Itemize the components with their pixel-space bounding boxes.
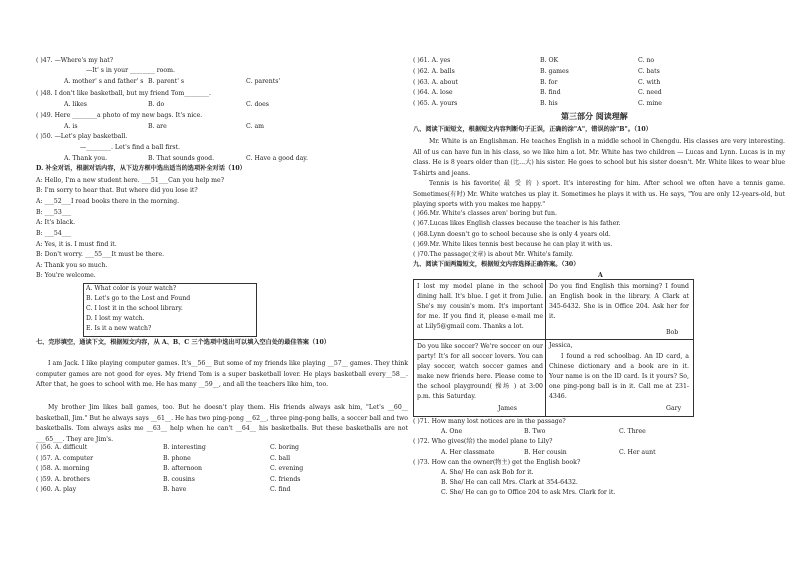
option: A. is: [64, 123, 78, 130]
reading-paragraph-1: Mr. White is an Englishman. He teaches English in a middle school in Chengdu. His classes are very interesting. All of us can have fun in his class, so we like him a lot. Mr. White has two children — Lucas and Lynn. Lucas is in my class. He is 8 years older than (比...大) his sister. He goes to school but his sister doesn't. Mr. White likes to wear blue T-shirts and jeans.: [413, 138, 785, 177]
box-option: E. Is it a new watch?: [86, 325, 152, 332]
cloze-option: B. afternoon: [163, 465, 202, 472]
section-letter: A: [598, 272, 603, 279]
notice-found-book: Do you find English this morning? I found an English book in the library. A Clark at 345-6432. She is in Office 204. Ask her for it.: [549, 283, 689, 320]
option: B. Her cousin: [524, 449, 567, 456]
section-d-title: D. 补全对话，根据对话内容，从下边方框中选出适当的选项补全对话（10）: [36, 165, 246, 172]
option: A. Thank you.: [64, 155, 108, 162]
question-50: ( )50. —Let's play basketball.: [36, 133, 128, 140]
option: C. parents': [246, 78, 281, 85]
cloze-option: B. have: [163, 486, 187, 493]
cloze-option: C. boring: [270, 444, 300, 451]
option: B. parent' s: [148, 78, 185, 85]
option: C. Her aunt: [619, 449, 656, 456]
cloze-paragraph-2: My brother Jim likes ball games, too. But he doesn't play them. His friends always ask him, "Let's __60__ basketball, Jim." But he always says __61__. He has two ping-pong __62__, three ping-pong balls, a soccer ball and two basketballs. Tom always asks me __63__ help when he can't __64__ his basketballs. But these basketballs are not ___65___. They are Jim's.: [36, 404, 408, 443]
question-72: ( )72. Who gives(给) the model plane to Lily?: [413, 438, 553, 445]
cloze-option: C. evening: [270, 465, 304, 472]
question-48: ( )48. I don't like basketball, but my friend Tom________.: [36, 90, 211, 97]
tf-question: ( )69.Mr. White likes tennis best because he can play it with us.: [413, 241, 613, 248]
dialogue-line: B: Don't worry. ___55___It must be there.: [36, 251, 165, 258]
option: A. Her classmate: [441, 449, 495, 456]
cloze-option: C. need: [638, 89, 662, 96]
cloze-option: B. cousins: [163, 476, 195, 483]
cloze-option: ( )56. A. difficult: [36, 444, 88, 451]
box-option: D. I lost my watch.: [86, 315, 145, 322]
cloze-option: ( )65. A. yours: [413, 100, 458, 107]
question-73: ( )73. How can the owner(物主) get the English book?: [413, 459, 581, 466]
reading-paragraph-2: Tennis is his favorite( 最 受 的 ) sport. It's interesting for him. After school we often have a tennis game. Sometimes(有时) Mr. White watches us play it. Sometimes he plays it with us. He says, "You are only 12-years-old, but playing sports with you makes me happy.": [413, 180, 785, 208]
box-option: A. What color is your watch?: [86, 285, 177, 292]
question-47: ( )47. —Where's my hat?: [36, 57, 114, 64]
option: A. mother' s and father' s: [64, 78, 144, 85]
notice-soccer-party: Do you like soccer? We're soccer on our party! It's for all soccer lovers. You can play soccer, watch soccer games and make new friends here. Please come to the school playground( 操场 ) at 3:00 p.m. this Saturday.: [417, 343, 543, 400]
cloze-option: ( )64. A. lose: [413, 89, 453, 96]
box-option: B. Let's go to the Lost and Found: [86, 295, 191, 302]
dialogue-line: A: Hello, I'm a new student here. ___51___Can you help me?: [36, 177, 225, 184]
cloze-option: C. ball: [270, 455, 291, 462]
question-49: ( )49. Here ________a photo of my new bags. It's nice.: [36, 112, 203, 119]
cloze-option: B. for: [540, 79, 558, 86]
section-9-title: 九、阅读下面两篇短文，根据短文内容选择正确答案。（30）: [413, 261, 580, 268]
cloze-option: C. find: [270, 486, 291, 493]
dialogue-line: A: ___52___I read books there in the morning.: [36, 198, 180, 205]
cloze-option: ( )57. A. computer: [36, 455, 94, 462]
option: B. are: [148, 123, 167, 130]
option: A. likes: [64, 101, 87, 108]
cloze-option: ( )63. A. about: [413, 79, 458, 86]
option: B. That sounds good.: [148, 155, 215, 162]
notice-lost-plane: I lost my model plane in the school dining hall. It's blue. I get it from Julie. She's my cousin's mom. It's important for me. If you find it, please e-mail me at Lily5@gmail com. Thanks a lot.: [417, 283, 543, 330]
options-box: [83, 283, 257, 337]
section-8-title: 八、阅读下面短文，根据短文内容判断句子正误，正确的涂"A"，错误的涂"B"。（10）: [413, 126, 652, 133]
dialogue-line: B: You're welcome.: [36, 272, 96, 279]
cloze-option: ( )59. A. brothers: [36, 476, 90, 483]
cloze-option: ( )60. A. play: [36, 486, 77, 493]
cloze-option: B. phone: [163, 455, 191, 462]
dialogue-line: A: It's black.: [36, 219, 76, 226]
cloze-option: B. OK: [540, 57, 559, 64]
option: C. She/ He can go to Office 204 to ask Mrs. Clark for it.: [441, 489, 616, 496]
box-option: C. I lost it in the school library.: [86, 305, 183, 312]
grid-divider-vertical: [545, 280, 546, 416]
grid-divider-horizontal: [414, 339, 693, 340]
cloze-option: ( )62. A. balls: [413, 68, 455, 75]
tf-question: ( )66.Mr. White's classes aren' boring but fun.: [413, 210, 557, 217]
question-50-line2: —________. Let's find a ball first.: [80, 144, 180, 151]
cloze-option: ( )58. A. morning: [36, 465, 90, 472]
option: C. Three: [619, 428, 646, 435]
cloze-option: C. no: [638, 57, 655, 64]
cloze-option: B. find: [540, 89, 561, 96]
notice-signature: James: [498, 405, 517, 412]
dialogue-line: B: ___53___: [36, 209, 72, 216]
cloze-option: ( )61. A. yes: [413, 57, 451, 64]
option: C. am: [246, 123, 265, 130]
notice-signature: Bob: [666, 329, 679, 336]
notice-signature: Gary: [666, 405, 682, 412]
part-3-title: 第三部分 阅读理解: [561, 111, 628, 121]
question-71: ( )71. How many lost notices are in the passage?: [413, 418, 566, 425]
cloze-option: C. mine: [638, 100, 662, 107]
option: B. She/ He can call Mrs. Clark at 354-6432.: [441, 479, 578, 486]
cloze-option: C. with: [638, 79, 661, 86]
option: C. Have a good day.: [246, 155, 308, 162]
option: C. does: [246, 101, 269, 108]
dialogue-line: A: Yes, it is. I must find it.: [36, 241, 117, 248]
option: B. do: [148, 101, 165, 108]
tf-question: ( )70.The passage(文章) is about Mr. White's family.: [413, 251, 574, 258]
cloze-option: B. games: [540, 68, 569, 75]
tf-question: ( )68.Lynn doesn't go to school because she is only 4 years old.: [413, 231, 611, 238]
dialogue-line: B: ___54___: [36, 230, 72, 237]
notice-found-schoolbag: I found a red schoolbag. An ID card, a Chinese dictionary and a book are in it. Your name is on the ID card. Is it yours? So, one ping-pong ball is in it. Call me at 231-4346.: [549, 353, 689, 400]
cloze-option: B. interesting: [163, 444, 206, 451]
notice-grid: [413, 279, 694, 417]
cloze-option: B. his: [540, 100, 558, 107]
option: B. Two: [524, 428, 546, 435]
section-7-title: 七、完形填空，通读下文，根据短文内容，从 A、B、C 三个选项中选出可以填入空白处的最佳答案（10）: [36, 339, 330, 346]
option: A. One: [441, 428, 463, 435]
option: A. She/ He can ask Bob for it.: [441, 469, 534, 476]
cloze-option: C. friends: [270, 476, 301, 483]
question-47-line2: —It' s in your ________ room.: [86, 67, 175, 74]
dialogue-line: A: Thank you so much.: [36, 262, 108, 269]
cloze-option: C. bats: [638, 68, 660, 75]
cloze-paragraph-1: I am Jack. I like playing computer games. It's__56__ But some of my friends like playing __57__ games. They think computer games are not good for eyes. My friend Tom is a super basketball lover. He plays basketball every__58__. After that, he goes to school with me. He has many __59__, and all the teachers like him, too.: [36, 360, 408, 388]
tf-question: ( )67.Lucas likes English classes because the teacher is his father.: [413, 220, 621, 227]
dialogue-line: B: I'm sorry to hear that. But where did you lose it?: [36, 187, 198, 194]
notice-addressee: Jessica,: [549, 342, 573, 349]
